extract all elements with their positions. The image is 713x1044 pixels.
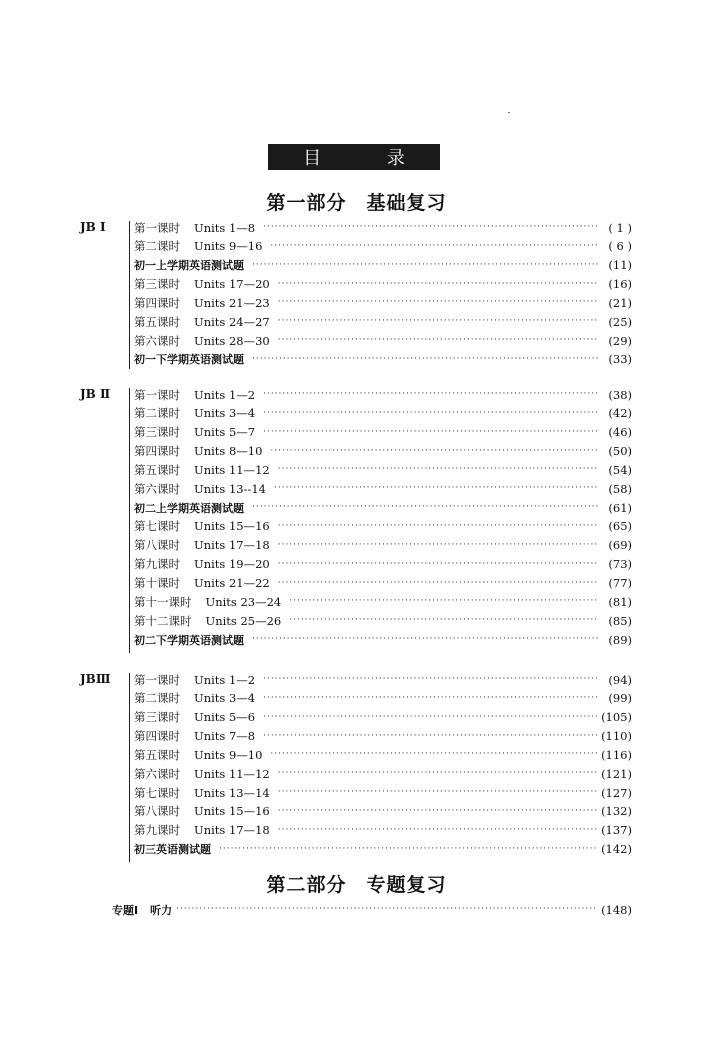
part2-title-name: 专题复习 [366, 874, 447, 896]
entry-lesson: 第九课时 [134, 823, 180, 838]
dot-leader [263, 404, 598, 423]
toc-entry[interactable] [134, 611, 632, 630]
page-number: ( 1 ) [608, 220, 632, 235]
toc-entry[interactable] [134, 574, 632, 593]
entry-units: Units 8—10 [194, 444, 263, 459]
dot-leader [270, 237, 598, 256]
entry-lesson: 第九课时 [134, 557, 180, 572]
page-number: (54) [608, 462, 632, 477]
entry-units: Units 1—8 [194, 220, 256, 235]
page-number: (148) [601, 902, 632, 917]
entry-lesson: 第七课时 [134, 785, 180, 800]
special-topic-label: 专题Ⅰ [112, 903, 139, 917]
page-number: ( 6 ) [608, 239, 632, 254]
section-label: JB Ⅰ [80, 220, 106, 234]
page-number: (65) [608, 519, 632, 534]
toc-entry[interactable] [134, 517, 632, 536]
toc-entry[interactable] [134, 385, 632, 404]
toc-entry[interactable] [134, 479, 632, 498]
part2-title-number: 第二部分 [266, 874, 347, 896]
entry-units: Units 1—2 [194, 672, 256, 687]
toc-entry[interactable] [134, 708, 632, 727]
toc-entry[interactable] [134, 237, 632, 256]
entry-units: Units 7—8 [194, 729, 256, 744]
dot-leader [263, 708, 597, 727]
entry-lesson: 第二课时 [134, 691, 180, 706]
toc-entry-exam[interactable] [134, 840, 632, 859]
entry-lesson: 第三课时 [134, 425, 180, 440]
page-number: (81) [608, 594, 632, 609]
section-divider [129, 673, 130, 862]
entry-units: Units 15—16 [194, 519, 270, 534]
entry-units: Units 13--14 [194, 481, 266, 496]
page-number: (137) [601, 823, 632, 838]
page-number: (50) [608, 444, 632, 459]
page-number: (110) [601, 729, 632, 744]
page-number: (77) [608, 576, 632, 590]
entry-lesson: 初三英语测试题 [134, 843, 211, 857]
entry-units: Units 11—12 [194, 766, 270, 781]
entry-units: Units 21—23 [194, 295, 270, 310]
section-label: JB Ⅱ [80, 387, 111, 401]
section-divider [129, 221, 130, 369]
dot-leader [263, 670, 598, 689]
entry-units: Units 1—2 [194, 387, 256, 402]
entry-lesson: 第五课时 [134, 462, 180, 477]
entry-units: Units 17—20 [194, 277, 270, 292]
entry-lesson: 第一课时 [134, 220, 180, 235]
page-number: (94) [608, 672, 632, 687]
entry-lesson: 第十一课时 [134, 594, 192, 609]
page-number: (99) [608, 691, 632, 706]
page-number: (132) [601, 804, 632, 819]
toc-entry[interactable] [134, 423, 632, 442]
toc-entry-exam[interactable] [134, 256, 632, 275]
entry-units: Units 23—24 [205, 594, 282, 609]
scan-speck [508, 112, 510, 113]
entry-lesson: 第四课时 [134, 444, 180, 459]
dot-leader [278, 574, 598, 593]
entry-units: Units 5—7 [194, 425, 256, 440]
entry-lesson: 初二上学期英语测试题 [134, 501, 244, 515]
entry-lesson: 第一课时 [134, 672, 180, 687]
dot-leader [252, 350, 598, 369]
dot-leader [263, 218, 598, 237]
dot-leader [278, 275, 598, 294]
page-number: (85) [608, 613, 632, 628]
entry-lesson: 初一下学期英语测试题 [134, 353, 244, 367]
dot-leader [176, 900, 597, 919]
entry-lesson: 第八课时 [134, 538, 180, 553]
dot-leader [263, 689, 598, 708]
entry-units: Units 15—16 [194, 804, 270, 819]
dot-leader [278, 764, 597, 783]
entry-units: Units 11—12 [194, 462, 270, 477]
dot-leader [263, 423, 598, 442]
part1-title-number: 第一部分 [266, 192, 347, 214]
entry-units: Units 3—4 [194, 406, 256, 421]
dot-leader [252, 630, 598, 649]
section-label: JBⅢ [80, 672, 111, 686]
toc-entry[interactable] [134, 536, 632, 555]
dot-leader [252, 498, 598, 517]
page-number: (69) [608, 538, 632, 553]
part2-title [0, 870, 713, 897]
dot-leader [278, 517, 598, 536]
entry-lesson: 初一上学期英语测试题 [134, 259, 244, 273]
entry-lesson: 第三课时 [134, 277, 180, 292]
toc-entry[interactable] [134, 783, 632, 802]
page-number: (127) [601, 785, 632, 800]
entry-lesson: 第四课时 [134, 295, 180, 310]
dot-leader [278, 783, 597, 802]
toc-entry[interactable] [134, 689, 632, 708]
dot-leader [278, 821, 597, 840]
part1-title-name: 基础复习 [366, 192, 447, 214]
page-number: (29) [608, 333, 632, 348]
toc-entry[interactable] [134, 821, 632, 840]
entry-units: Units 21—22 [194, 576, 270, 590]
dot-leader [278, 802, 597, 821]
page-number: (11) [608, 258, 632, 273]
entry-lesson: 第八课时 [134, 804, 180, 819]
toc-entry-exam[interactable] [134, 498, 632, 517]
special-topic-entry[interactable] [112, 900, 632, 919]
dot-leader [274, 479, 598, 498]
entry-lesson: 第七课时 [134, 519, 180, 534]
dot-leader [278, 460, 598, 479]
entry-units: Units 17—18 [194, 823, 270, 838]
toc-entry[interactable] [134, 764, 632, 783]
page-number: (121) [601, 766, 632, 781]
entry-units: Units 5—6 [194, 710, 256, 725]
entry-lesson: 第二课时 [134, 239, 180, 254]
special-topic-name: 听力 [150, 903, 173, 917]
toc-entry[interactable] [134, 727, 632, 746]
dot-leader [270, 745, 597, 764]
page-number: (105) [601, 710, 632, 725]
dot-leader [278, 312, 598, 331]
entry-units: Units 13—14 [194, 785, 270, 800]
dot-leader [263, 727, 597, 746]
entry-lesson: 第六课时 [134, 481, 180, 496]
toc-entry-exam[interactable] [134, 350, 632, 369]
entry-lesson: 第三课时 [134, 710, 180, 725]
entry-lesson: 第六课时 [134, 333, 180, 348]
entry-units: Units 25—26 [205, 613, 282, 628]
entry-units: Units 24—27 [194, 314, 270, 329]
entry-lesson: 第四课时 [134, 729, 180, 744]
page-number: (58) [608, 481, 632, 496]
toc-entry-exam[interactable] [134, 630, 632, 649]
page-number: (73) [608, 557, 632, 572]
entry-units: Units 9—16 [194, 239, 263, 254]
dot-leader [219, 840, 597, 859]
dot-leader [252, 256, 598, 275]
dot-leader [289, 611, 598, 630]
toc-entry[interactable] [134, 218, 632, 237]
entry-lesson: 第十二课时 [134, 613, 192, 628]
toc-entry[interactable] [134, 312, 632, 331]
entry-units: Units 28—30 [194, 333, 270, 348]
dot-leader [270, 442, 598, 461]
entry-units: Units 17—18 [194, 538, 270, 553]
toc-entry[interactable] [134, 460, 632, 479]
entry-lesson: 第六课时 [134, 766, 180, 781]
entry-units: Units 3—4 [194, 691, 256, 706]
entry-lesson: 第一课时 [134, 387, 180, 402]
page-number: (33) [608, 352, 632, 367]
page-number: (21) [608, 295, 632, 310]
entry-lesson: 第五课时 [134, 314, 180, 329]
toc-entry[interactable] [134, 331, 632, 350]
toc-entry[interactable] [134, 555, 632, 574]
page-number: (61) [608, 500, 632, 515]
page-number: (89) [608, 632, 632, 647]
page-number: (38) [608, 387, 632, 402]
page-number: (46) [608, 425, 632, 440]
entry-units: Units 19—20 [194, 557, 270, 572]
toc-entry[interactable] [134, 802, 632, 821]
page-number: (25) [608, 314, 632, 329]
part1-title [0, 188, 713, 215]
page-number: (42) [608, 406, 632, 421]
toc-heading: 目 录 [268, 144, 440, 170]
entry-lesson: 初二下学期英语测试题 [134, 633, 244, 647]
dot-leader [278, 293, 598, 312]
toc-entry[interactable] [134, 293, 632, 312]
page-number: (16) [608, 277, 632, 292]
toc-entry[interactable] [134, 275, 632, 294]
page-number: (142) [601, 842, 632, 857]
entry-units: Units 9—10 [194, 747, 263, 762]
toc-entry[interactable] [134, 670, 632, 689]
dot-leader [263, 385, 598, 404]
dot-leader [289, 592, 598, 611]
dot-leader [278, 555, 598, 574]
dot-leader [278, 536, 598, 555]
dot-leader [278, 331, 598, 350]
toc-entry[interactable] [134, 592, 632, 611]
entry-lesson: 第五课时 [134, 747, 180, 762]
toc-entry[interactable] [134, 745, 632, 764]
section-divider [129, 388, 130, 653]
toc-entry[interactable] [134, 442, 632, 461]
page-number: (116) [601, 747, 632, 762]
entry-lesson: 第二课时 [134, 406, 180, 421]
toc-entry[interactable] [134, 404, 632, 423]
entry-lesson: 第十课时 [134, 576, 180, 590]
